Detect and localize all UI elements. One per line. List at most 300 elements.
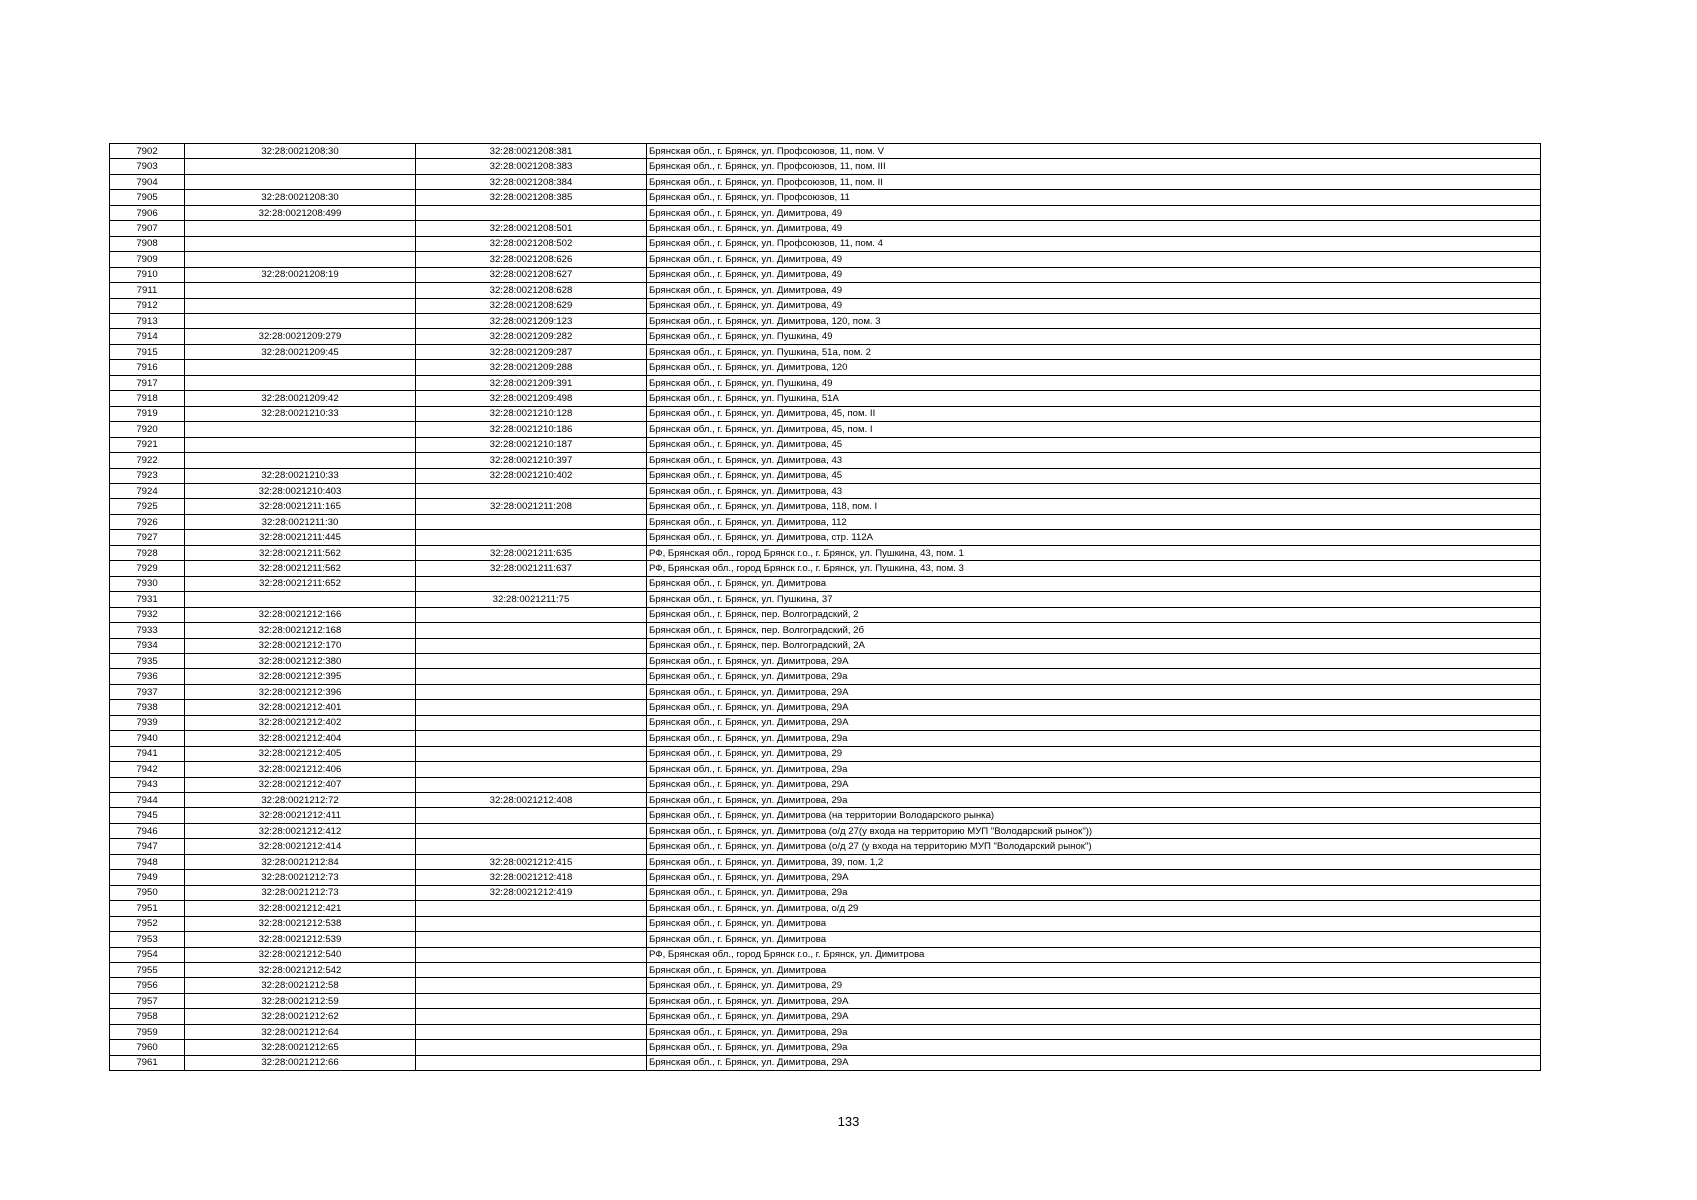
parcel-number-cell: 32:28:0021212:73 — [185, 885, 416, 900]
object-number-cell: 32:28:0021208:628 — [416, 283, 647, 298]
parcel-number-cell: 32:28:0021212:539 — [185, 932, 416, 947]
table-row — [110, 561, 1541, 576]
parcel-number-cell: 32:28:0021212:84 — [185, 854, 416, 869]
address-cell: Брянская обл., г. Брянск, ул. Димитрова, 29а — [647, 731, 1541, 746]
address-cell: РФ, Брянская обл., город Брянск г.о., г. Брянск, ул. Димитрова — [647, 947, 1541, 962]
table-row — [110, 592, 1541, 607]
object-number-cell — [416, 653, 647, 668]
parcel-number-cell: 32:28:0021212:412 — [185, 823, 416, 838]
row-number-cell: 7954 — [110, 947, 185, 962]
parcel-number-cell: 32:28:0021212:62 — [185, 1009, 416, 1024]
address-cell: Брянская обл., г. Брянск, ул. Димитрова, 120 — [647, 360, 1541, 375]
address-cell: Брянская обл., г. Брянск, ул. Профсоюзов, 11, пом. III — [647, 159, 1541, 174]
row-number-cell: 7908 — [110, 236, 185, 251]
object-number-cell: 32:28:0021209:498 — [416, 391, 647, 406]
table-row — [110, 700, 1541, 715]
parcel-number-cell: 32:28:0021212:538 — [185, 916, 416, 931]
object-number-cell — [416, 932, 647, 947]
table-row — [110, 1055, 1541, 1070]
object-number-cell — [416, 901, 647, 916]
address-cell: Брянская обл., г. Брянск, пер. Волгоградский, 2А — [647, 638, 1541, 653]
table-row — [110, 623, 1541, 638]
row-number-cell: 7951 — [110, 901, 185, 916]
parcel-number-cell: 32:28:0021208:499 — [185, 205, 416, 220]
address-cell: Брянская обл., г. Брянск, ул. Профсоюзов, 11, пом. II — [647, 174, 1541, 189]
parcel-number-cell — [185, 360, 416, 375]
object-number-cell — [416, 916, 647, 931]
object-number-cell: 32:28:0021208:627 — [416, 267, 647, 282]
row-number-cell: 7940 — [110, 731, 185, 746]
row-number-cell: 7935 — [110, 653, 185, 668]
object-number-cell: 32:28:0021209:282 — [416, 329, 647, 344]
object-number-cell: 32:28:0021212:418 — [416, 870, 647, 885]
table-row — [110, 963, 1541, 978]
table-row — [110, 947, 1541, 962]
row-number-cell: 7941 — [110, 746, 185, 761]
object-number-cell — [416, 731, 647, 746]
table-row — [110, 731, 1541, 746]
table-row — [110, 360, 1541, 375]
table-row — [110, 267, 1541, 282]
row-number-cell: 7949 — [110, 870, 185, 885]
row-number-cell: 7957 — [110, 993, 185, 1008]
object-number-cell: 32:28:0021211:75 — [416, 592, 647, 607]
parcel-number-cell — [185, 221, 416, 236]
row-number-cell: 7948 — [110, 854, 185, 869]
address-cell: Брянская обл., г. Брянск, ул. Пушкина, 37 — [647, 592, 1541, 607]
object-number-cell: 32:28:0021209:123 — [416, 313, 647, 328]
table-row — [110, 483, 1541, 498]
table-row — [110, 607, 1541, 622]
address-cell: Брянская обл., г. Брянск, ул. Димитрова, 29А — [647, 870, 1541, 885]
parcel-number-cell: 32:28:0021212:407 — [185, 777, 416, 792]
row-number-cell: 7920 — [110, 422, 185, 437]
table-row — [110, 422, 1541, 437]
table-row — [110, 901, 1541, 916]
parcel-number-cell: 32:28:0021211:165 — [185, 499, 416, 514]
table-row — [110, 932, 1541, 947]
object-number-cell: 32:28:0021208:626 — [416, 252, 647, 267]
table-row — [110, 1040, 1541, 1055]
table-row — [110, 823, 1541, 838]
address-cell: Брянская обл., г. Брянск, ул. Димитрова, 29а — [647, 1024, 1541, 1039]
row-number-cell: 7944 — [110, 793, 185, 808]
table-row — [110, 530, 1541, 545]
object-number-cell — [416, 823, 647, 838]
row-number-cell: 7947 — [110, 839, 185, 854]
object-number-cell — [416, 576, 647, 591]
object-number-cell — [416, 963, 647, 978]
parcel-number-cell — [185, 236, 416, 251]
object-number-cell — [416, 947, 647, 962]
table-row — [110, 468, 1541, 483]
table-row — [110, 298, 1541, 313]
parcel-number-cell: 32:28:0021211:562 — [185, 545, 416, 560]
address-cell: Брянская обл., г. Брянск, ул. Профсоюзов, 11, пом. V — [647, 144, 1541, 159]
parcel-number-cell — [185, 437, 416, 452]
table-row — [110, 190, 1541, 205]
table-row — [110, 777, 1541, 792]
address-cell: Брянская обл., г. Брянск, ул. Димитрова, 49 — [647, 298, 1541, 313]
address-cell: Брянская обл., г. Брянск, ул. Димитрова (о/д 27(у входа на территорию МУП "Володарский рынок")) — [647, 823, 1541, 838]
address-cell: Брянская обл., г. Брянск, ул. Димитрова, стр. 112А — [647, 530, 1541, 545]
table-row — [110, 916, 1541, 931]
parcel-number-cell: 32:28:0021212:168 — [185, 623, 416, 638]
object-number-cell: 32:28:0021210:187 — [416, 437, 647, 452]
parcel-number-cell: 32:28:0021209:42 — [185, 391, 416, 406]
table-row — [110, 514, 1541, 529]
parcel-number-cell: 32:28:0021211:445 — [185, 530, 416, 545]
object-number-cell: 32:28:0021208:501 — [416, 221, 647, 236]
row-number-cell: 7918 — [110, 391, 185, 406]
parcel-number-cell: 32:28:0021212:59 — [185, 993, 416, 1008]
address-cell: Брянская обл., г. Брянск, ул. Димитрова, 29а — [647, 762, 1541, 777]
row-number-cell: 7931 — [110, 592, 185, 607]
page-number: 133 — [837, 1114, 860, 1129]
address-cell: Брянская обл., г. Брянск, ул. Пушкина, 49 — [647, 375, 1541, 390]
address-cell: Брянская обл., г. Брянск, ул. Пушкина, 51а, пом. 2 — [647, 344, 1541, 359]
address-cell: Брянская обл., г. Брянск, ул. Димитрова (о/д 27 (у входа на территорию МУП "Володарский рынок") — [647, 839, 1541, 854]
object-number-cell — [416, 623, 647, 638]
object-number-cell — [416, 839, 647, 854]
row-number-cell: 7924 — [110, 483, 185, 498]
object-number-cell — [416, 746, 647, 761]
address-cell: Брянская обл., г. Брянск, ул. Димитрова, 45, пом. II — [647, 406, 1541, 421]
row-number-cell: 7956 — [110, 978, 185, 993]
row-number-cell: 7917 — [110, 375, 185, 390]
address-cell: Брянская обл., г. Брянск, ул. Профсоюзов, 11, пом. 4 — [647, 236, 1541, 251]
address-cell: Брянская обл., г. Брянск, ул. Димитрова, 39, пом. 1,2 — [647, 854, 1541, 869]
object-number-cell: 32:28:0021212:419 — [416, 885, 647, 900]
parcel-number-cell: 32:28:0021211:562 — [185, 561, 416, 576]
address-cell: Брянская обл., г. Брянск, ул. Димитрова, 120, пом. 3 — [647, 313, 1541, 328]
parcel-number-cell: 32:28:0021212:73 — [185, 870, 416, 885]
row-number-cell: 7909 — [110, 252, 185, 267]
object-number-cell — [416, 638, 647, 653]
parcel-number-cell: 32:28:0021212:166 — [185, 607, 416, 622]
parcel-number-cell: 32:28:0021210:403 — [185, 483, 416, 498]
table-row — [110, 437, 1541, 452]
parcel-number-cell: 32:28:0021212:404 — [185, 731, 416, 746]
table-row — [110, 684, 1541, 699]
address-cell: РФ, Брянская обл., город Брянск г.о., г. Брянск, ул. Пушкина, 43, пом. 1 — [647, 545, 1541, 560]
row-number-cell: 7903 — [110, 159, 185, 174]
row-number-cell: 7953 — [110, 932, 185, 947]
address-cell: Брянская обл., г. Брянск, ул. Димитрова, 29А — [647, 777, 1541, 792]
table-row — [110, 236, 1541, 251]
object-number-cell — [416, 669, 647, 684]
object-number-cell: 32:28:0021212:415 — [416, 854, 647, 869]
table-row — [110, 406, 1541, 421]
address-cell: Брянская обл., г. Брянск, ул. Димитрова, 45 — [647, 468, 1541, 483]
object-number-cell: 32:28:0021208:381 — [416, 144, 647, 159]
parcel-number-cell — [185, 252, 416, 267]
address-cell: Брянская обл., г. Брянск, ул. Димитрова, 49 — [647, 267, 1541, 282]
address-cell: Брянская обл., г. Брянск, ул. Димитрова, 43 — [647, 453, 1541, 468]
row-number-cell: 7961 — [110, 1055, 185, 1070]
address-cell: Брянская обл., г. Брянск, ул. Пушкина, 49 — [647, 329, 1541, 344]
parcel-number-cell: 32:28:0021212:405 — [185, 746, 416, 761]
parcel-number-cell: 32:28:0021210:33 — [185, 468, 416, 483]
table-row — [110, 993, 1541, 1008]
parcel-number-cell: 32:28:0021212:411 — [185, 808, 416, 823]
object-number-cell — [416, 1009, 647, 1024]
address-cell: Брянская обл., г. Брянск, ул. Димитрова, 29А — [647, 700, 1541, 715]
row-number-cell: 7926 — [110, 514, 185, 529]
table-row — [110, 499, 1541, 514]
object-number-cell — [416, 978, 647, 993]
row-number-cell: 7946 — [110, 823, 185, 838]
parcel-number-cell — [185, 453, 416, 468]
parcel-number-cell: 32:28:0021209:279 — [185, 329, 416, 344]
table-row — [110, 885, 1541, 900]
row-number-cell: 7945 — [110, 808, 185, 823]
address-cell: Брянская обл., г. Брянск, ул. Димитрова, 29А — [647, 1009, 1541, 1024]
table-row — [110, 174, 1541, 189]
row-number-cell: 7927 — [110, 530, 185, 545]
parcel-number-cell — [185, 283, 416, 298]
parcel-number-cell: 32:28:0021212:542 — [185, 963, 416, 978]
table-row — [110, 638, 1541, 653]
row-number-cell: 7913 — [110, 313, 185, 328]
table-row — [110, 391, 1541, 406]
table-row — [110, 715, 1541, 730]
object-number-cell: 32:28:0021211:208 — [416, 499, 647, 514]
row-number-cell: 7915 — [110, 344, 185, 359]
object-number-cell: 32:28:0021208:385 — [416, 190, 647, 205]
table-row — [110, 746, 1541, 761]
address-cell: Брянская обл., г. Брянск, пер. Волгоградский, 2б — [647, 623, 1541, 638]
parcel-number-cell: 32:28:0021212:401 — [185, 700, 416, 715]
address-cell: Брянская обл., г. Брянск, ул. Профсоюзов, 11 — [647, 190, 1541, 205]
object-number-cell: 32:28:0021211:637 — [416, 561, 647, 576]
row-number-cell: 7923 — [110, 468, 185, 483]
row-number-cell: 7905 — [110, 190, 185, 205]
parcel-number-cell: 32:28:0021212:421 — [185, 901, 416, 916]
row-number-cell: 7914 — [110, 329, 185, 344]
row-number-cell: 7907 — [110, 221, 185, 236]
address-cell: Брянская обл., г. Брянск, ул. Димитрова, 29 — [647, 746, 1541, 761]
table-row — [110, 1009, 1541, 1024]
table-row — [110, 313, 1541, 328]
address-cell: Брянская обл., г. Брянск, ул. Димитрова — [647, 963, 1541, 978]
object-number-cell: 32:28:0021210:128 — [416, 406, 647, 421]
object-number-cell — [416, 1040, 647, 1055]
address-cell: РФ, Брянская обл., город Брянск г.о., г. Брянск, ул. Пушкина, 43, пом. 3 — [647, 561, 1541, 576]
address-cell: Брянская обл., г. Брянск, ул. Димитрова — [647, 916, 1541, 931]
object-number-cell — [416, 762, 647, 777]
table-row — [110, 205, 1541, 220]
address-cell: Брянская обл., г. Брянск, ул. Димитрова, 29А — [647, 1055, 1541, 1070]
address-cell: Брянская обл., г. Брянск, ул. Димитрова, 29А — [647, 653, 1541, 668]
row-number-cell: 7939 — [110, 715, 185, 730]
parcel-number-cell: 32:28:0021212:64 — [185, 1024, 416, 1039]
object-number-cell — [416, 777, 647, 792]
row-number-cell: 7950 — [110, 885, 185, 900]
object-number-cell — [416, 205, 647, 220]
table-row — [110, 221, 1541, 236]
address-cell: Брянская обл., г. Брянск, ул. Димитрова, 43 — [647, 483, 1541, 498]
row-number-cell: 7925 — [110, 499, 185, 514]
object-number-cell: 32:28:0021208:383 — [416, 159, 647, 174]
table-row — [110, 978, 1541, 993]
row-number-cell: 7932 — [110, 607, 185, 622]
row-number-cell: 7959 — [110, 1024, 185, 1039]
parcel-number-cell — [185, 375, 416, 390]
parcel-number-cell: 32:28:0021211:30 — [185, 514, 416, 529]
parcel-number-cell: 32:28:0021212:58 — [185, 978, 416, 993]
row-number-cell: 7904 — [110, 174, 185, 189]
table-row — [110, 839, 1541, 854]
parcel-number-cell: 32:28:0021212:414 — [185, 839, 416, 854]
parcel-number-cell — [185, 174, 416, 189]
parcel-number-cell: 32:28:0021212:380 — [185, 653, 416, 668]
row-number-cell: 7902 — [110, 144, 185, 159]
object-number-cell: 32:28:0021208:629 — [416, 298, 647, 313]
address-cell: Брянская обл., г. Брянск, ул. Димитрова, 49 — [647, 283, 1541, 298]
object-number-cell: 32:28:0021212:408 — [416, 793, 647, 808]
address-cell: Брянская обл., г. Брянск, ул. Димитрова, 29 — [647, 978, 1541, 993]
table-row — [110, 762, 1541, 777]
table-row — [110, 144, 1541, 159]
parcel-number-cell — [185, 313, 416, 328]
row-number-cell: 7938 — [110, 700, 185, 715]
row-number-cell: 7922 — [110, 453, 185, 468]
parcel-number-cell: 32:28:0021212:170 — [185, 638, 416, 653]
address-cell: Брянская обл., г. Брянск, ул. Димитрова, 118, пом. I — [647, 499, 1541, 514]
address-cell: Брянская обл., г. Брянск, ул. Пушкина, 51А — [647, 391, 1541, 406]
parcel-number-cell: 32:28:0021211:652 — [185, 576, 416, 591]
table-row — [110, 653, 1541, 668]
object-number-cell: 32:28:0021208:502 — [416, 236, 647, 251]
object-number-cell: 32:28:0021210:186 — [416, 422, 647, 437]
table-row — [110, 1024, 1541, 1039]
row-number-cell: 7937 — [110, 684, 185, 699]
row-number-cell: 7919 — [110, 406, 185, 421]
table-row — [110, 159, 1541, 174]
row-number-cell: 7943 — [110, 777, 185, 792]
row-number-cell: 7952 — [110, 916, 185, 931]
parcel-number-cell: 32:28:0021212:66 — [185, 1055, 416, 1070]
row-number-cell: 7928 — [110, 545, 185, 560]
table-row — [110, 854, 1541, 869]
address-cell: Брянская обл., г. Брянск, ул. Димитрова, 29а — [647, 793, 1541, 808]
object-number-cell: 32:28:0021210:397 — [416, 453, 647, 468]
parcel-number-cell — [185, 422, 416, 437]
object-number-cell — [416, 1024, 647, 1039]
object-number-cell: 32:28:0021209:287 — [416, 344, 647, 359]
address-cell: Брянская обл., г. Брянск, ул. Димитрова, о/д 29 — [647, 901, 1541, 916]
table-row — [110, 669, 1541, 684]
cadastral-table — [109, 143, 1541, 1071]
object-number-cell: 32:28:0021211:635 — [416, 545, 647, 560]
parcel-number-cell: 32:28:0021209:45 — [185, 344, 416, 359]
object-number-cell — [416, 607, 647, 622]
row-number-cell: 7936 — [110, 669, 185, 684]
row-number-cell: 7929 — [110, 561, 185, 576]
address-cell: Брянская обл., г. Брянск, ул. Димитрова — [647, 932, 1541, 947]
row-number-cell: 7930 — [110, 576, 185, 591]
parcel-number-cell: 32:28:0021210:33 — [185, 406, 416, 421]
row-number-cell: 7911 — [110, 283, 185, 298]
table-body — [110, 144, 1541, 1071]
row-number-cell: 7934 — [110, 638, 185, 653]
object-number-cell — [416, 483, 647, 498]
parcel-number-cell: 32:28:0021208:30 — [185, 190, 416, 205]
address-cell: Брянская обл., г. Брянск, ул. Димитрова, 29а — [647, 1040, 1541, 1055]
object-number-cell — [416, 700, 647, 715]
address-cell: Брянская обл., г. Брянск, ул. Димитрова, 45, пом. I — [647, 422, 1541, 437]
row-number-cell: 7960 — [110, 1040, 185, 1055]
address-cell: Брянская обл., г. Брянск, ул. Димитрова, 29А — [647, 993, 1541, 1008]
row-number-cell: 7942 — [110, 762, 185, 777]
address-cell: Брянская обл., г. Брянск, ул. Димитрова, 49 — [647, 221, 1541, 236]
table-row — [110, 793, 1541, 808]
table-row — [110, 808, 1541, 823]
object-number-cell: 32:28:0021209:288 — [416, 360, 647, 375]
address-cell: Брянская обл., г. Брянск, ул. Димитрова, 49 — [647, 252, 1541, 267]
address-cell: Брянская обл., г. Брянск, ул. Димитрова, 29а — [647, 885, 1541, 900]
address-cell: Брянская обл., г. Брянск, ул. Димитрова (на территории Володарского рынка) — [647, 808, 1541, 823]
address-cell: Брянская обл., г. Брянск, ул. Димитрова, 112 — [647, 514, 1541, 529]
row-number-cell: 7916 — [110, 360, 185, 375]
table-row — [110, 453, 1541, 468]
parcel-number-cell: 32:28:0021212:395 — [185, 669, 416, 684]
object-number-cell — [416, 808, 647, 823]
parcel-number-cell: 32:28:0021212:540 — [185, 947, 416, 962]
address-cell: Брянская обл., г. Брянск, ул. Димитрова, 49 — [647, 205, 1541, 220]
parcel-number-cell: 32:28:0021212:72 — [185, 793, 416, 808]
row-number-cell: 7910 — [110, 267, 185, 282]
object-number-cell — [416, 684, 647, 699]
object-number-cell — [416, 1055, 647, 1070]
parcel-number-cell — [185, 592, 416, 607]
address-cell: Брянская обл., г. Брянск, ул. Димитрова, 29А — [647, 715, 1541, 730]
table-row — [110, 870, 1541, 885]
object-number-cell — [416, 715, 647, 730]
object-number-cell — [416, 993, 647, 1008]
address-cell: Брянская обл., г. Брянск, ул. Димитрова, 29а — [647, 669, 1541, 684]
address-cell: Брянская обл., г. Брянск, ул. Димитрова, 29А — [647, 684, 1541, 699]
parcel-number-cell — [185, 159, 416, 174]
table-row — [110, 329, 1541, 344]
parcel-number-cell: 32:28:0021208:30 — [185, 144, 416, 159]
table-row — [110, 576, 1541, 591]
table-row — [110, 283, 1541, 298]
parcel-number-cell: 32:28:0021208:19 — [185, 267, 416, 282]
table-row — [110, 344, 1541, 359]
row-number-cell: 7933 — [110, 623, 185, 638]
object-number-cell — [416, 530, 647, 545]
address-cell: Брянская обл., г. Брянск, пер. Волгоградский, 2 — [647, 607, 1541, 622]
row-number-cell: 7906 — [110, 205, 185, 220]
table-row — [110, 252, 1541, 267]
object-number-cell: 32:28:0021208:384 — [416, 174, 647, 189]
object-number-cell: 32:28:0021210:402 — [416, 468, 647, 483]
parcel-number-cell: 32:28:0021212:65 — [185, 1040, 416, 1055]
row-number-cell: 7912 — [110, 298, 185, 313]
table-row — [110, 375, 1541, 390]
row-number-cell: 7958 — [110, 1009, 185, 1024]
table-row — [110, 545, 1541, 560]
row-number-cell: 7921 — [110, 437, 185, 452]
object-number-cell — [416, 514, 647, 529]
address-cell: Брянская обл., г. Брянск, ул. Димитрова, 45 — [647, 437, 1541, 452]
parcel-number-cell: 32:28:0021212:402 — [185, 715, 416, 730]
parcel-number-cell: 32:28:0021212:396 — [185, 684, 416, 699]
row-number-cell: 7955 — [110, 963, 185, 978]
parcel-number-cell — [185, 298, 416, 313]
